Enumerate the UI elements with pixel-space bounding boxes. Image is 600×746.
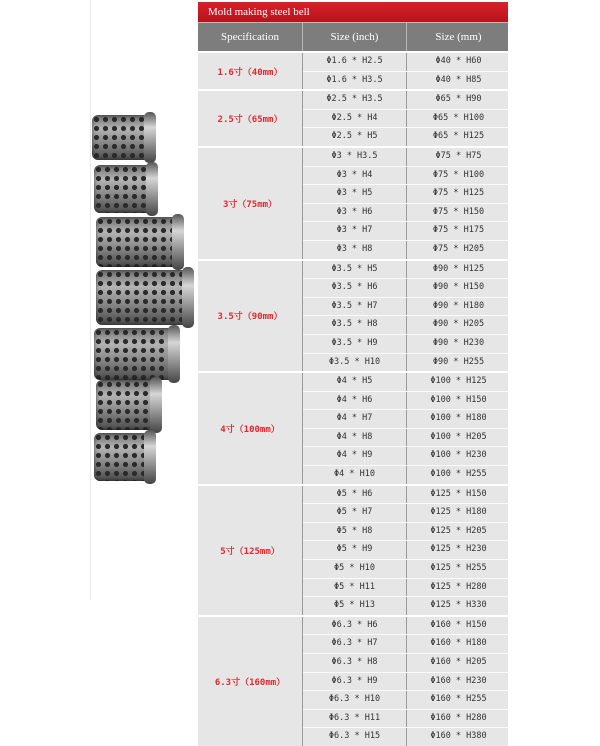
table-row [303,578,510,597]
spec-label: 2.5寸（65mm） [198,91,303,146]
spec-label: 6.3寸（160mm） [198,617,303,746]
size-mm-cell: Φ160 * H205 [430,657,487,667]
size-inch-cell: Φ4 * H5 [303,373,407,391]
size-inch-cell: Φ4 * H7 [303,410,407,428]
size-mm-cell: Φ65 * H125 [432,131,485,142]
size-mm-cell: Φ100 * H205 [430,431,487,442]
size-mm-cell: Φ160 * H150 [430,619,487,630]
size-inch-cell: Φ1.6 * H2.5 [303,53,407,71]
size-mm-cell: Φ65 * H100 [432,112,485,123]
size-mm-cell: Φ90 * H180 [432,300,485,311]
size-inch-cell: Φ3.5 * H6 [303,279,407,297]
spec-group [198,259,508,372]
steel-bell-image [96,380,156,430]
spec-label: 3寸（75mm） [198,148,303,259]
table-row [303,166,510,185]
size-mm-cell: Φ125 * H150 [430,488,487,499]
table-row [303,297,510,316]
size-mm-cell: Φ125 * H330 [430,600,487,611]
spec-label: 1.6寸（40mm） [198,53,303,89]
table-header [198,22,508,51]
size-inch-cell: Φ1.6 * H3.5 [303,72,407,90]
size-inch-cell: Φ2.5 * H4 [303,110,407,128]
size-inch-cell: Φ3.5 * H7 [303,298,407,316]
steel-bell-image [94,165,152,213]
table-row [303,373,510,391]
spec-label: 4寸（100mm） [198,373,303,484]
size-mm-cell: Φ75 * H125 [432,188,485,199]
size-mm-cell: Φ75 * H150 [432,206,485,217]
table-row [303,334,510,353]
size-inch-cell: Φ3.5 * H5 [303,261,407,279]
spec-label: 3.5寸（90mm） [198,261,303,372]
table-row [303,148,510,166]
size-inch-cell: Φ4 * H8 [303,429,407,447]
size-mm-cell: Φ160 * H255 [430,694,487,705]
size-mm-cell: Φ125 * H255 [430,563,487,574]
header-specification: Specification [198,23,303,51]
table-row [303,522,510,541]
table-row [303,690,510,709]
table-row [303,727,510,746]
spec-group [198,371,508,484]
table-row [303,184,510,203]
size-inch-cell: Φ5 * H10 [303,560,407,578]
size-inch-cell: Φ5 * H11 [303,579,407,597]
table-row [303,353,510,372]
table-row [303,596,510,615]
size-inch-cell: Φ5 * H8 [303,523,407,541]
table-row [303,503,510,522]
size-mm-cell: Φ160 * H380 [430,731,487,742]
size-inch-cell: Φ3 * H8 [303,241,407,259]
size-mm-cell: Φ160 * H180 [430,638,487,649]
size-mm-cell: Φ100 * H180 [430,413,487,424]
size-mm-cell: Φ90 * H255 [432,356,485,367]
table-row [303,653,510,672]
spec-table [198,2,508,746]
size-inch-cell: Φ3 * H5 [303,185,407,203]
table-row [303,278,510,297]
table-row [303,465,510,484]
size-inch-cell: Φ6.3 * H6 [303,617,407,635]
size-inch-cell: Φ6.3 * H9 [303,673,407,691]
size-mm-cell: Φ100 * H230 [430,450,487,461]
table-row [303,109,510,128]
table-row [303,446,510,465]
steel-bell-image [92,115,150,160]
size-mm-cell: Φ75 * H100 [432,169,485,180]
table-row [303,409,510,428]
size-inch-cell: Φ6.3 * H10 [303,691,407,709]
size-mm-cell: Φ90 * H205 [432,319,485,330]
table-row [303,127,510,146]
table-row [303,315,510,334]
table-row [303,91,510,109]
size-inch-cell: Φ5 * H13 [303,597,407,615]
table-body [198,51,508,746]
table-row [303,221,510,240]
size-mm-cell: Φ125 * H280 [430,581,487,592]
size-mm-cell: Φ160 * H230 [430,675,487,686]
size-mm-cell: Φ160 * H280 [430,712,487,723]
size-inch-cell: Φ2.5 * H3.5 [303,91,407,109]
size-mm-cell: Φ125 * H205 [430,525,487,536]
size-mm-cell: Φ125 * H180 [430,507,487,518]
steel-bell-image [94,328,174,380]
size-inch-cell: Φ4 * H10 [303,466,407,484]
size-mm-cell: Φ75 * H205 [432,243,485,254]
size-inch-cell: Φ5 * H6 [303,486,407,504]
size-mm-cell: Φ100 * H150 [430,394,487,405]
size-inch-cell: Φ6.3 * H7 [303,635,407,653]
spec-group [198,51,508,89]
header-size-inch: Size (inch) [303,23,407,51]
table-row [303,672,510,691]
size-mm-cell: Φ75 * H75 [435,150,482,161]
table-row [303,486,510,504]
size-inch-cell: Φ6.3 * H11 [303,710,407,728]
size-inch-cell: Φ4 * H6 [303,392,407,410]
size-inch-cell: Φ3 * H4 [303,167,407,185]
size-inch-cell: Φ6.3 * H8 [303,654,407,672]
spec-group [198,615,508,746]
table-row [303,240,510,259]
size-inch-cell: Φ3.5 * H8 [303,316,407,334]
table-row [303,540,510,559]
table-row [303,709,510,728]
size-inch-cell: Φ3 * H7 [303,222,407,240]
table-title: Mold making steel bell [198,2,508,22]
size-mm-cell: Φ100 * H125 [430,376,487,387]
size-mm-cell: Φ100 * H255 [430,469,487,480]
table-row [303,428,510,447]
table-row [303,261,510,279]
size-mm-cell: Φ75 * H175 [432,225,485,236]
spec-label: 5寸（125mm） [198,486,303,615]
size-inch-cell: Φ4 * H9 [303,447,407,465]
steel-bell-image [96,270,188,325]
size-inch-cell: Φ2.5 * H5 [303,128,407,146]
size-mm-cell: Φ40 * H60 [435,56,482,66]
size-mm-cell: Φ90 * H150 [432,282,485,293]
size-mm-cell: Φ90 * H230 [432,337,485,348]
table-row [303,71,510,90]
size-mm-cell: Φ125 * H230 [430,544,487,555]
table-row [303,634,510,653]
product-photo-steel-bells [88,110,200,490]
spec-group [198,484,508,615]
steel-bell-image [96,217,178,267]
size-inch-cell: Φ5 * H9 [303,541,407,559]
steel-bell-image [94,433,150,481]
size-inch-cell: Φ3.5 * H9 [303,335,407,353]
table-row [303,391,510,410]
size-inch-cell: Φ6.3 * H15 [303,728,407,746]
size-mm-cell: Φ90 * H125 [432,263,485,274]
table-row [303,53,510,71]
size-inch-cell: Φ3 * H3.5 [303,148,407,166]
size-inch-cell: Φ3 * H6 [303,204,407,222]
table-row [303,559,510,578]
size-inch-cell: Φ3.5 * H10 [303,354,407,372]
table-row [303,617,510,635]
table-row [303,203,510,222]
size-mm-cell: Φ40 * H85 [435,74,482,85]
spec-group [198,89,508,146]
size-inch-cell: Φ5 * H7 [303,504,407,522]
header-size-mm: Size (mm) [435,31,482,43]
spec-group [198,146,508,259]
size-mm-cell: Φ65 * H90 [435,94,482,105]
